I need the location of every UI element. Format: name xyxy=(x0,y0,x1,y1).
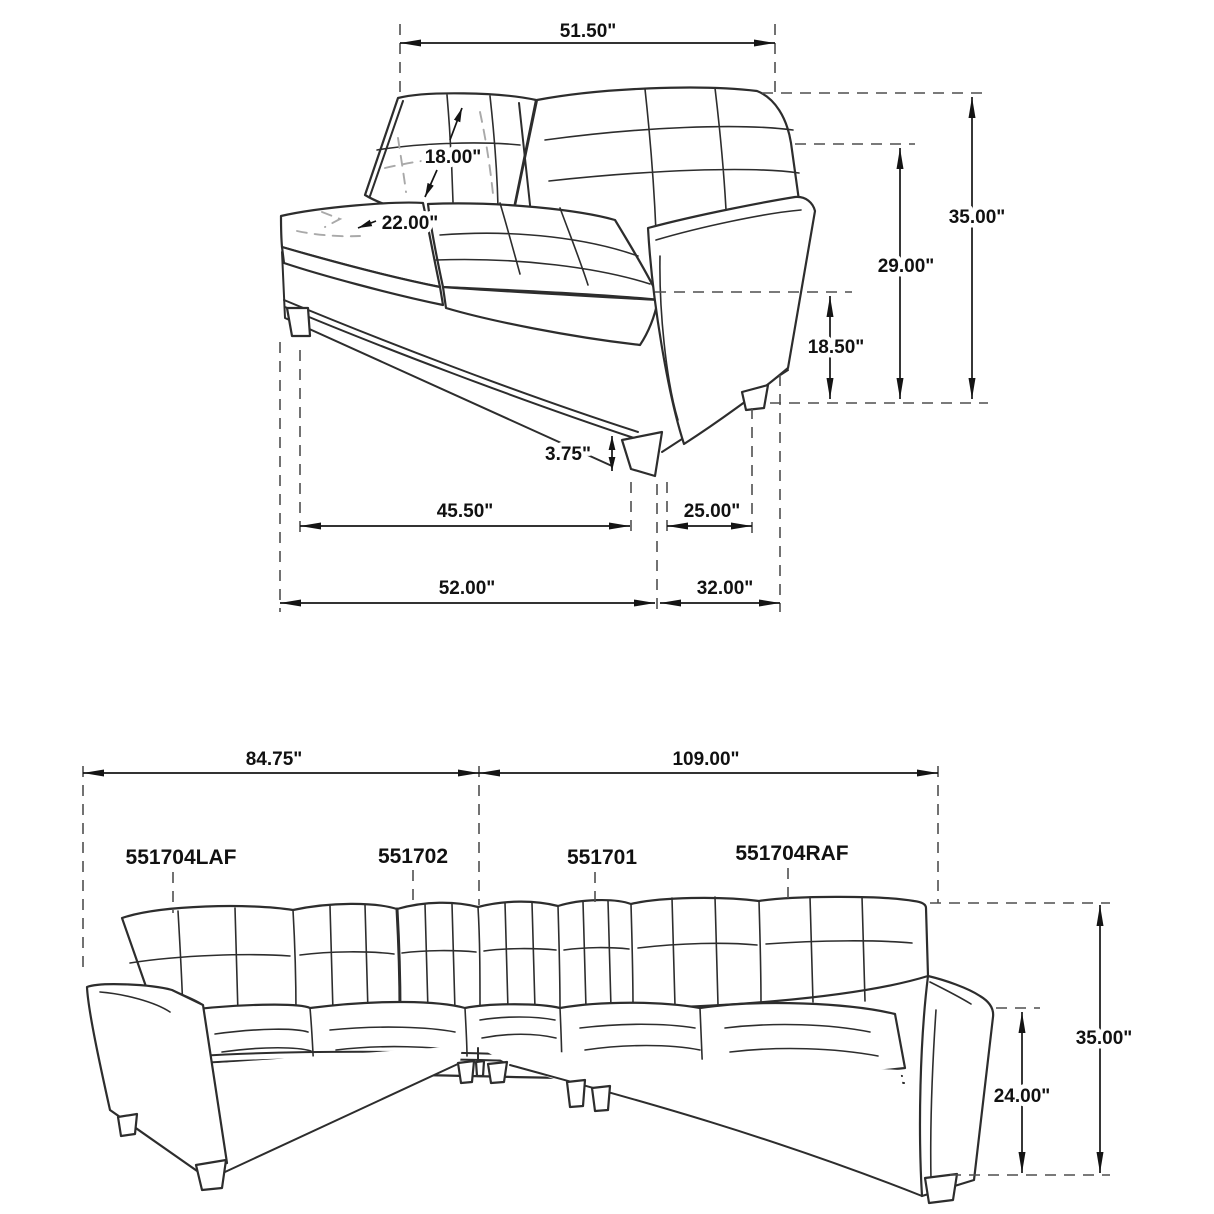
loveseat-leg-front-left xyxy=(287,308,310,336)
loveseat-drawing xyxy=(281,88,815,476)
sectional-left-width-label: 84.75" xyxy=(245,749,303,770)
sectional-back-cushions xyxy=(122,897,928,1017)
loveseat-right-arm xyxy=(648,197,815,444)
loveseat-back-height-label: 29.00" xyxy=(877,256,935,277)
sectional-drawing xyxy=(87,897,993,1203)
loveseat-seat-width-label: 45.50" xyxy=(436,501,494,522)
loveseat-leg-height-label: 3.75" xyxy=(545,444,591,465)
loveseat-seat-depth-label: 22.00" xyxy=(381,213,439,234)
loveseat-arm-depth-label: 25.00" xyxy=(683,501,741,522)
loveseat-overall-depth-label: 32.00" xyxy=(696,578,754,599)
sectional-part-armless-label: 551701 xyxy=(566,846,638,869)
sectional-overall-height-label: 35.00" xyxy=(1075,1028,1133,1049)
loveseat-overall-width-label: 52.00" xyxy=(438,578,496,599)
sectional-part-raf-label: 551704RAF xyxy=(735,842,849,865)
sectional-part-laf-label: 551704LAF xyxy=(125,846,237,869)
sectional-arm-height-label: 24.00" xyxy=(993,1086,1051,1107)
sectional-diagram xyxy=(83,749,1132,1203)
loveseat-overall-height-label: 35.00" xyxy=(948,207,1006,228)
sectional-right-width-label: 109.00" xyxy=(672,749,740,770)
loveseat-back-cushion-label: 18.00" xyxy=(424,147,482,168)
sectional-part-corner-label: 551702 xyxy=(377,845,449,868)
loveseat-diagram xyxy=(280,21,1005,612)
loveseat-leg-front-right xyxy=(622,432,662,476)
loveseat-top-width-label: 51.50" xyxy=(559,21,617,42)
loveseat-arm-height-label: 18.50" xyxy=(807,337,865,358)
